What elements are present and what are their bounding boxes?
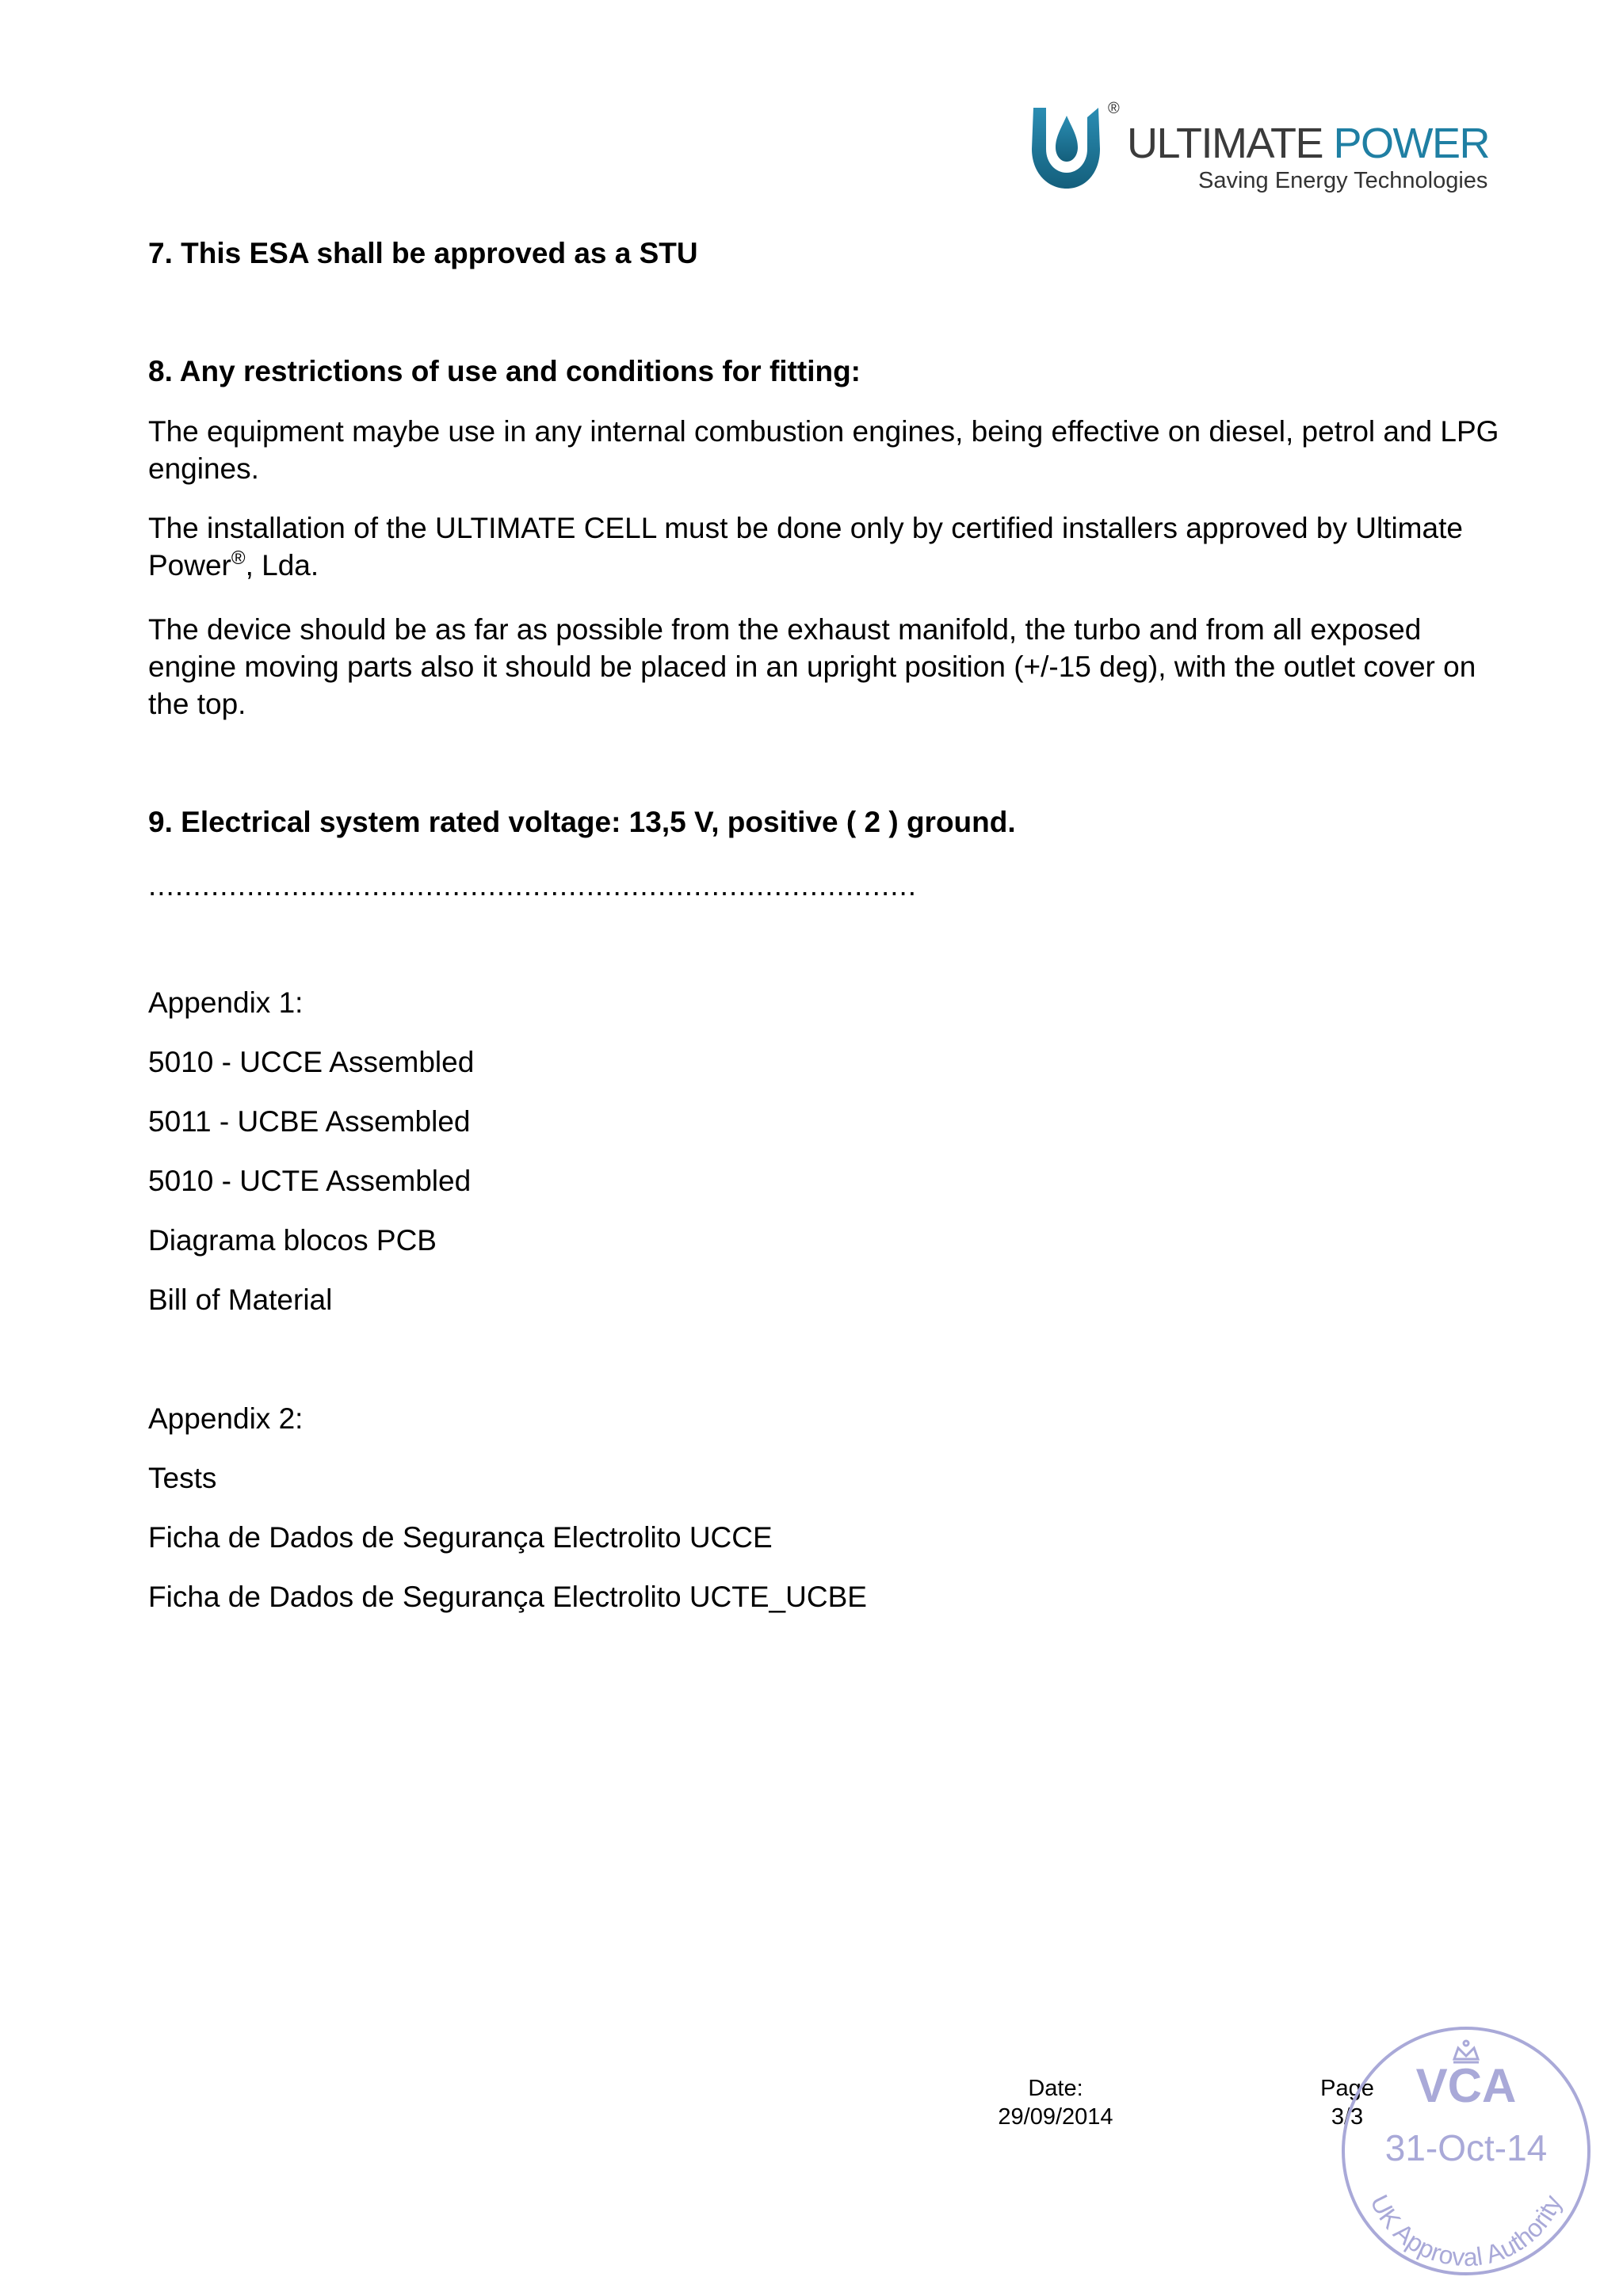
- registered-superscript: ®: [231, 547, 246, 569]
- footer-date-label: Date:: [1028, 2076, 1083, 2101]
- section-8-heading: 8. Any restrictions of use and conditions for fitting:: [148, 355, 861, 387]
- appendix-1-item: Bill of Material: [148, 1283, 333, 1316]
- dotted-separator: ......................................................................................: [148, 869, 918, 902]
- appendix-1-item: 5010 - UCCE Assembled: [148, 1046, 475, 1078]
- footer-page-value: 3/3: [1331, 2104, 1364, 2130]
- footer-date-value: 29/09/2014: [998, 2104, 1113, 2130]
- logo-name: [1127, 122, 1489, 165]
- appendix-2-title: Appendix 2:: [148, 1402, 304, 1435]
- stamp-date: 31-Oct-14: [1384, 2127, 1548, 2168]
- footer-page-label: Page: [1320, 2076, 1374, 2101]
- section-8-paragraph-3: The device should be as far as possible from the exhaust manifold, the turbo and from all exposed engine moving parts also it should be placed in an upright position (+/-15 deg), with the outlet cover on the top.: [148, 613, 1476, 720]
- appendix-2-item: Ficha de Dados de Segurança Electrolito UCCE: [148, 1521, 773, 1554]
- approval-stamp: [1339, 2024, 1593, 2278]
- section-9-heading: 9. Electrical system rated voltage: 13,5 V, positive ( 2 ) ground.: [148, 806, 1016, 838]
- stamp-logo: VCA: [1415, 2059, 1517, 2112]
- appendix-2-item: Tests: [148, 1462, 217, 1494]
- appendix-1-item: 5010 - UCTE Assembled: [148, 1165, 472, 1197]
- section-8-paragraph-1: The equipment maybe use in any internal combustion engines, being effective on diesel, petrol and LPG engines.: [148, 415, 1499, 485]
- stamp-arc-textpath: UK Approval Authority: [1365, 2190, 1568, 2272]
- section-8-paragraph-2-tail: , Lda.: [245, 549, 319, 582]
- appendix-1-item: Diagrama blocos PCB: [148, 1224, 437, 1257]
- section-8-paragraph-2: [148, 509, 1511, 584]
- stamp-arc-text: [1365, 2191, 1567, 2272]
- logo-tagline: Saving Energy Technologies: [1198, 168, 1488, 193]
- logo-name-ultimate: ULTIMATE: [1127, 120, 1323, 167]
- appendix-1-title: Appendix 1:: [148, 986, 304, 1019]
- appendix-1-item: 5011 - UCBE Assembled: [148, 1105, 471, 1138]
- section-7-heading: 7. This ESA shall be approved as a STU: [148, 237, 698, 269]
- logo-name-power: POWER: [1333, 120, 1490, 167]
- registered-mark: ®: [1108, 100, 1120, 117]
- water-drop-logo-icon: [1022, 100, 1109, 192]
- appendix-2-item: Ficha de Dados de Segurança Electrolito UCTE_UCBE: [148, 1581, 867, 1613]
- company-logo: [1022, 95, 1498, 198]
- section-8-paragraph-2-main: The installation of the ULTIMATE CELL must be done only by certified installers approved by Ultimate Power: [148, 512, 1463, 582]
